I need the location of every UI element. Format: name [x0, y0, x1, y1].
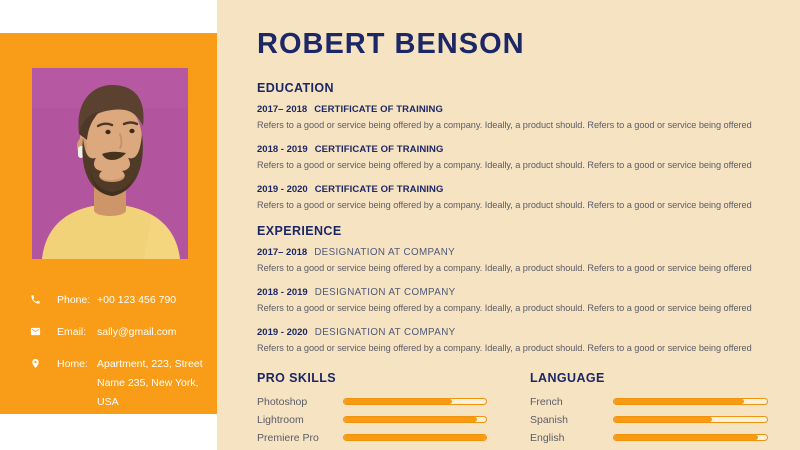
skills-language-row [257, 371, 769, 450]
entry-title: DESIGNATION AT COMPANY [314, 287, 456, 298]
pro-skills-section [257, 371, 530, 450]
language-label: Spanish [530, 413, 568, 426]
language-bar-fill [614, 417, 712, 422]
language-bar-fill [614, 399, 744, 404]
main-panel [217, 0, 800, 450]
skill-bar-fill [344, 399, 452, 404]
profile-photo [32, 68, 188, 259]
language-bar [613, 416, 768, 423]
skill-bar-fill [344, 417, 477, 422]
skill-bar [343, 416, 487, 423]
entry-description: Refers to a good or service being offered by a company. Ideally, a product should. Refers to a good or service being offered [257, 263, 752, 273]
entry-description: Refers to a good or service being offered by a company. Ideally, a product should. Refers to a good or service being offered [257, 120, 752, 130]
phone-label: Phone: [57, 294, 91, 306]
contact-row-home [0, 357, 217, 412]
entry-dates: 2018 - 2019 [257, 144, 308, 155]
language-label: French [530, 395, 563, 408]
education-entry-title-line [257, 104, 769, 116]
education-entry [257, 144, 769, 171]
pro-skills-heading: PRO SKILLS [257, 371, 337, 385]
language-bar [613, 434, 768, 441]
email-value: sally@gmail.com [97, 326, 177, 338]
language-row [530, 396, 768, 407]
experience-entry [257, 247, 769, 274]
pro-skills-list [257, 396, 530, 443]
home-value: Apartment, 223, Street Name 235, New York, USA [97, 358, 203, 408]
experience-entry-title-line [257, 247, 769, 259]
entry-description: Refers to a good or service being offered by a company. Ideally, a product should. Refers to a good or service being offered [257, 343, 752, 353]
language-heading: LANGUAGE [530, 371, 605, 385]
experience-entries [257, 247, 769, 354]
skill-label: Photoshop [257, 395, 308, 408]
skill-row [257, 414, 530, 425]
entry-dates: 2017– 2018 [257, 247, 308, 258]
entry-dates: 2017– 2018 [257, 104, 308, 115]
skill-bar-fill [344, 435, 486, 440]
home-label: Home: [57, 358, 88, 370]
education-entry-title-line [257, 144, 769, 156]
entry-title: DESIGNATION AT COMPANY [314, 327, 456, 338]
contact-row-phone [0, 293, 217, 310]
phone-value: +00 123 456 790 [97, 294, 177, 306]
language-list [530, 396, 768, 443]
person-name: ROBERT BENSON [257, 28, 525, 60]
skill-label: Premiere Pro [257, 431, 319, 444]
contact-section [0, 293, 217, 427]
language-row [530, 432, 768, 443]
language-row [530, 414, 768, 425]
education-entry [257, 184, 769, 211]
experience-entry [257, 327, 769, 354]
email-icon [30, 326, 42, 338]
education-entry [257, 104, 769, 131]
experience-entry-title-line [257, 327, 769, 339]
entry-title: CERTIFICATE OF TRAINING [314, 104, 443, 115]
skill-bar [343, 434, 487, 441]
entry-description: Refers to a good or service being offered by a company. Ideally, a product should. Refers to a good or service being offered [257, 200, 752, 210]
education-entries [257, 104, 769, 211]
phone-icon [30, 294, 42, 306]
entry-dates: 2019 - 2020 [257, 327, 308, 338]
entry-description: Refers to a good or service being offered by a company. Ideally, a product should. Refers to a good or service being offered [257, 303, 752, 313]
entry-dates: 2019 - 2020 [257, 184, 308, 195]
home-icon [30, 358, 42, 370]
email-label: Email: [57, 326, 87, 338]
experience-entry [257, 287, 769, 314]
language-bar [613, 398, 768, 405]
skill-row [257, 432, 530, 443]
main-content [257, 0, 769, 450]
entry-description: Refers to a good or service being offered by a company. Ideally, a product should. Refers to a good or service being offered [257, 160, 752, 170]
entry-title: CERTIFICATE OF TRAINING [314, 184, 444, 195]
sidebar [0, 33, 217, 414]
contact-row-email [0, 325, 217, 342]
entry-dates: 2018 - 2019 [257, 287, 308, 298]
language-bar-fill [614, 435, 758, 440]
skill-label: Lightroom [257, 413, 304, 426]
entry-title: DESIGNATION AT COMPANY [314, 247, 456, 258]
education-heading: EDUCATION [257, 81, 334, 95]
language-label: English [530, 431, 565, 444]
experience-entry-title-line [257, 287, 769, 299]
entry-title: CERTIFICATE OF TRAINING [314, 144, 444, 155]
skill-bar [343, 398, 487, 405]
skill-row [257, 396, 530, 407]
experience-heading: EXPERIENCE [257, 224, 342, 238]
education-entry-title-line [257, 184, 769, 196]
language-section [530, 371, 768, 450]
